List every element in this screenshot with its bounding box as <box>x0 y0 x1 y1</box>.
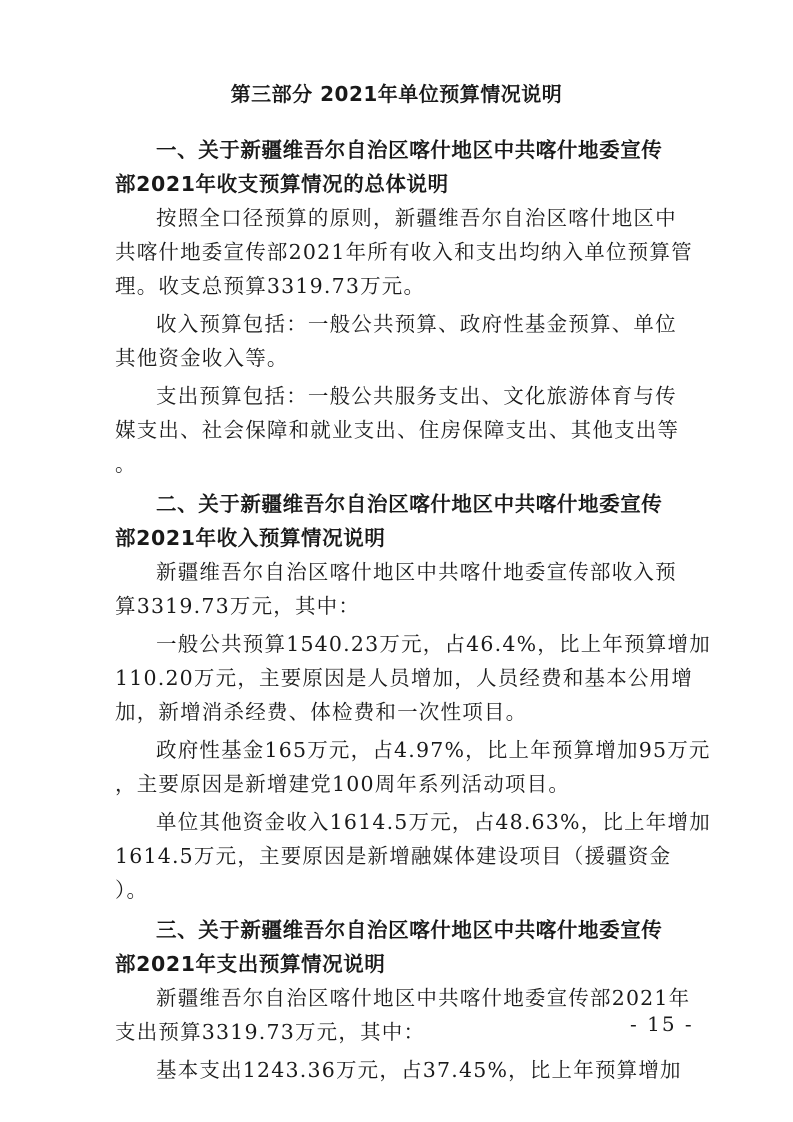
text-line: ）。 <box>115 878 149 902</box>
paragraph <box>115 379 680 481</box>
text-line: 收入预算包括：一般公共预算、政府性基金预算、单位 <box>156 312 677 336</box>
text-line: 新疆维吾尔自治区喀什地区中共喀什地委宣传部2021年 <box>156 986 691 1010</box>
text-line: 1614.5万元，主要原因是新增融媒体建设项目（援疆资金 <box>115 844 672 868</box>
text-line: 媒支出、社会保障和就业支出、住房保障支出、其他支出等 <box>115 418 680 442</box>
text-line: 共喀什地委宣传部2021年所有收入和支出均纳入单位预算管 <box>115 240 693 264</box>
text-line: 加，新增消杀经费、体检费和一次性项目。 <box>115 700 528 724</box>
text-line: 政府性基金165万元，占4.97%，比上年预算增加95万元 <box>156 738 711 762</box>
section-heading: 部2021年收支预算情况的总体说明 <box>115 172 449 196</box>
text-line: ，主要原因是新增建党100周年系列活动项目。 <box>115 772 571 796</box>
section-2 <box>115 487 711 907</box>
text-line: 单位其他资金收入1614.5万元，占48.63%，比上年增加 <box>156 810 711 834</box>
text-line: 理。收支总预算3319.73万元。 <box>115 274 426 298</box>
section-3 <box>115 913 691 1087</box>
text-line: 110.20万元，主要原因是人员增加，人员经费和基本公用增 <box>115 666 694 690</box>
paragraph <box>115 201 693 303</box>
section-heading: 部2021年收入预算情况说明 <box>115 526 386 550</box>
text-line: 算3319.73万元，其中： <box>115 594 361 618</box>
text-line: 支出预算包括：一般公共服务支出、文化旅游体育与传 <box>156 384 677 408</box>
text-line: 其他资金收入等。 <box>115 346 289 370</box>
text-line: 基本支出1243.36万元，占37.45%，比上年预算增加 <box>156 1058 682 1082</box>
paragraph <box>115 733 711 801</box>
paragraph <box>115 981 691 1049</box>
page-title: 第三部分 2021年单位预算情况说明 <box>230 82 563 106</box>
paragraph <box>115 1053 680 1087</box>
page-number: - 15 - <box>630 1012 694 1036</box>
text-line: 。 <box>115 452 137 476</box>
document-body <box>115 133 711 1087</box>
paragraph <box>115 627 711 729</box>
paragraph <box>115 555 680 623</box>
section-heading: 三、关于新疆维吾尔自治区喀什地区中共喀什地委宣传 <box>156 918 663 942</box>
paragraph <box>115 805 711 907</box>
section-heading: 一、关于新疆维吾尔自治区喀什地区中共喀什地委宣传 <box>156 138 663 162</box>
text-line: 一般公共预算1540.23万元，占46.4%，比上年预算增加 <box>156 632 711 656</box>
paragraph <box>115 307 680 375</box>
text-line: 按照全口径预算的原则，新疆维吾尔自治区喀什地区中 <box>156 206 677 230</box>
section-1 <box>115 133 693 481</box>
text-line: 新疆维吾尔自治区喀什地区中共喀什地委宣传部收入预 <box>156 560 677 584</box>
text-line: 支出预算3319.73万元，其中： <box>115 1020 426 1044</box>
section-heading: 部2021年支出预算情况说明 <box>115 952 386 976</box>
section-heading: 二、关于新疆维吾尔自治区喀什地区中共喀什地委宣传 <box>156 492 663 516</box>
